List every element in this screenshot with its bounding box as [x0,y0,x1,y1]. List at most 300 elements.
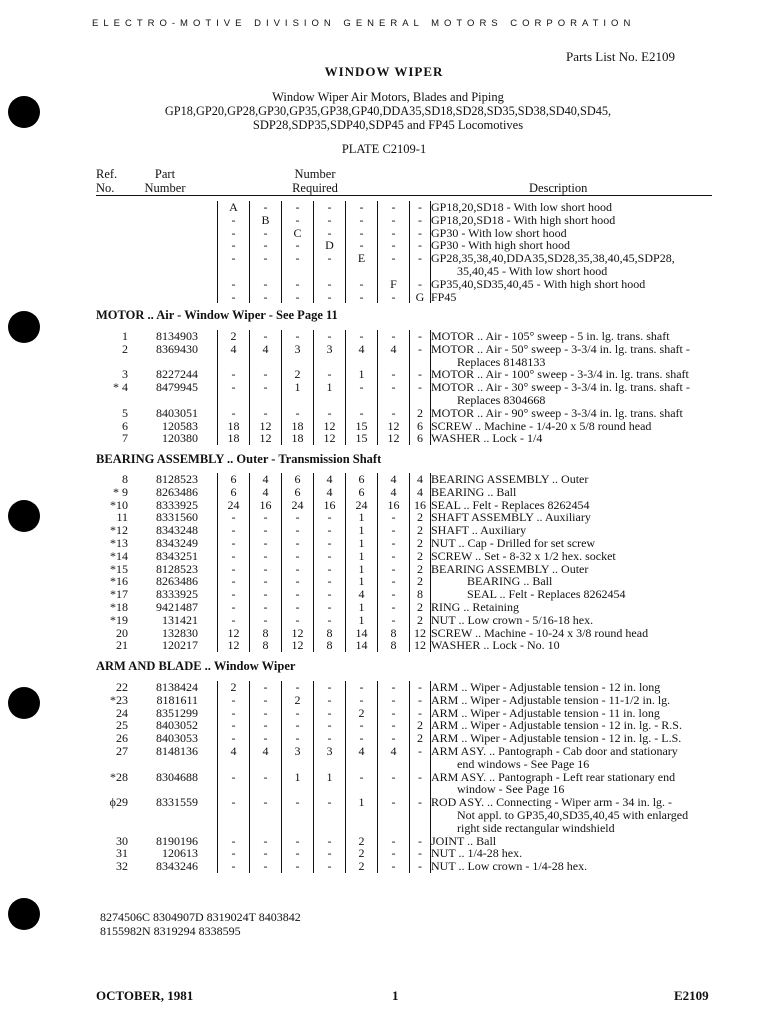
part-number: 8190196 [156,833,198,848]
quantity-cell: - [410,796,431,809]
quantity-cell: - [314,588,346,601]
quantity-cell: 24 [218,499,250,512]
section-title-motor: MOTOR .. Air - Window Wiper - See Page 11 [96,308,338,322]
quantity-cell: 2 [346,707,378,720]
quantity-cell: - [250,614,282,627]
quantity-cell: - [410,707,431,720]
part-number: 120583 [162,418,198,433]
subtitle-line-2: GP18,GP20,GP28,GP30,GP35,GP38,GP40,DDA35,SD18,SD28,SD35,SD38,SD40,SD45, [164,104,612,118]
quantity-cell: - [314,524,346,537]
quantity-cell: - [378,537,410,550]
quantity-cell [378,394,410,407]
quantity-cell: - [314,732,346,745]
quantity-cell: - [250,732,282,745]
company-header: ELECTRO-MOTIVE DIVISION GENERAL MOTORS CORPORATION [92,18,636,29]
quantity-cell: - [282,511,314,524]
part-row [96,381,690,394]
quantity-cell: - [218,563,250,576]
quantity-cell: - [218,575,250,588]
quantity-cell: 12 [378,420,410,433]
quantity-cell [218,809,250,822]
spacer [198,252,218,265]
spacer [198,473,218,486]
quantity-cell [378,809,410,822]
punch-hole [8,687,40,719]
quantity-cell: - [250,227,282,240]
quantity-cell: - [314,601,346,614]
subtitle-line-1: Window Wiper Air Motors, Blades and Piping [272,90,504,104]
quantity-cell: 6 [410,432,431,445]
part-row [96,771,688,784]
note-line: 8274506C 8304907D 8319024T 8403842 [100,910,301,924]
description-cell: ROD ASY. .. Connecting - Wiper arm - 34 in. lg. - [431,795,673,810]
quantity-cell [282,394,314,407]
part-row [96,432,690,445]
quantity-cell: - [218,719,250,732]
part-number [128,291,198,304]
quantity-cell: - [378,407,410,420]
part-row [96,745,688,758]
quantity-cell: 16 [410,499,431,512]
quantity-cell: 1 [346,550,378,563]
part-row [96,809,688,822]
spacer [198,343,218,356]
quantity-cell: - [314,614,346,627]
quantity-cell: - [218,291,250,304]
description-cell: Replaces 8304668 [457,392,546,407]
part-number: 8263486 [156,484,198,499]
ref-number: 20 [116,625,128,640]
quantity-cell: - [282,330,314,343]
quantity-cell [218,265,250,278]
quantity-cell: - [346,681,378,694]
part-number: 8479945 [156,380,198,395]
ref-number: *15 [110,561,128,576]
part-number [128,252,198,265]
ref-number: 30 [116,833,128,848]
quantity-cell: 2 [218,330,250,343]
spacer [198,758,218,771]
spacer [198,771,218,784]
quantity-cell: - [410,381,431,394]
spacer [198,368,218,381]
quantity-cell: - [378,550,410,563]
quantity-cell: 4 [410,473,431,486]
quantity-cell: - [282,835,314,848]
description-cell: GP18,20,SD18 - With high short hood [431,212,616,227]
description-cell: GP30 - With low short hood [431,225,567,240]
description-cell: WASHER .. Lock - No. 10 [431,638,560,653]
part-number: 8343249 [156,535,198,550]
quantity-cell: A [218,201,250,214]
spacer [198,278,218,291]
quantity-cell: 4 [250,486,282,499]
quantity-cell: - [378,694,410,707]
quantity-cell: - [314,252,346,265]
quantity-cell: 2 [410,537,431,550]
spacer [198,860,218,873]
part-number [128,278,198,291]
description-cell: MOTOR .. Air - 30° sweep - 3-3/4 in. lg. trans. shaft - [431,380,690,395]
ref-number [96,201,128,214]
quantity-cell: 1 [314,381,346,394]
quantity-cell: 2 [410,732,431,745]
part-number: 8128523 [156,472,198,486]
description-cell: SHAFT ASSEMBLY .. Auxiliary [431,510,591,525]
quantity-cell: - [346,407,378,420]
description-cell: Replaces 8148133 [457,354,546,369]
spacer [198,499,218,512]
quantity-cell: E [346,252,378,265]
description-cell: SEAL .. Felt - Replaces 8262454 [431,497,590,512]
ref-number: * 9 [113,484,128,499]
spacer [198,614,218,627]
ref-number: 7 [122,431,128,446]
quantity-cell: - [378,835,410,848]
quantity-cell: - [250,771,282,784]
quantity-cell: 1 [282,381,314,394]
spacer [198,681,218,694]
part-row [96,486,648,499]
quantity-cell: - [314,537,346,550]
quantity-cell: 2 [346,860,378,873]
ref-number [96,278,128,291]
change-notes [100,910,301,938]
quantity-cell [250,822,282,835]
description-cell: ARM ASY. .. Pantograph - Left rear stationary end [431,769,676,784]
spacer [198,394,218,407]
part-row [96,550,648,563]
ref-number: 24 [116,705,128,720]
quantity-cell: - [410,239,431,252]
quantity-cell: 3 [282,745,314,758]
part-number [128,265,198,278]
quantity-cell: - [346,227,378,240]
part-number: 8304688 [156,769,198,784]
quantity-cell: - [282,719,314,732]
part-row [96,537,648,550]
spacer [198,575,218,588]
quantity-cell: C [282,227,314,240]
quantity-cell: - [250,707,282,720]
ref-number: 22 [116,680,128,694]
quantity-cell: - [410,214,431,227]
description-cell: NUT .. Low crown - 1/4-28 hex. [431,859,588,874]
spacer [198,707,218,720]
description-cell: SCREW .. Machine - 1/4-20 x 5/8 round head [431,418,652,433]
part-number: 8138424 [156,680,198,694]
quantity-cell: 6 [410,420,431,433]
spacer [198,407,218,420]
part-row [96,394,690,407]
spacer [198,239,218,252]
spacer [198,265,218,278]
quantity-cell: 2 [410,511,431,524]
quantity-cell: - [282,732,314,745]
quantity-cell: - [218,796,250,809]
quantity-cell: 12 [282,627,314,640]
ref-number: *14 [110,548,128,563]
quantity-cell: - [218,278,250,291]
part-heading-line1: Part [154,167,176,181]
description-cell: GP18,20,SD18 - With low short hood [431,200,612,214]
quantity-cell: - [314,291,346,304]
quantity-cell: - [378,239,410,252]
quantity-cell: - [250,847,282,860]
part-row [96,758,688,771]
section-table-arm [96,681,688,873]
quantity-cell: - [218,614,250,627]
quantity-cell: 24 [346,499,378,512]
quantity-cell: - [250,239,282,252]
part-number [128,394,198,407]
quantity-cell: - [410,771,431,784]
spacer [198,486,218,499]
description-cell: SEAL .. Felt - Replaces 8262454 [467,587,626,602]
quantity-cell: - [250,588,282,601]
ref-number: 6 [122,418,128,433]
part-number [128,227,198,240]
quantity-cell: 8 [378,639,410,652]
quantity-cell: 12 [410,639,431,652]
part-number [128,809,198,822]
description-cell: window - See Page 16 [457,782,565,797]
quantity-cell [250,809,282,822]
ref-number [96,394,128,407]
quantity-cell: 6 [218,486,250,499]
quantity-cell: - [282,847,314,860]
footer-code: E2109 [674,988,709,1003]
spacer [198,796,218,809]
quantity-cell: - [314,847,346,860]
ref-number: *12 [110,523,128,538]
quantity-cell: - [378,796,410,809]
quantity-cell: - [314,575,346,588]
quantity-cell: 2 [218,681,250,694]
quantity-cell: 18 [218,420,250,433]
ref-number [96,239,128,252]
quantity-cell: 12 [250,420,282,433]
part-number: 120217 [162,638,198,653]
description-cell: end windows - See Page 16 [457,756,590,771]
quantity-cell: - [346,214,378,227]
ref-number: 31 [116,846,128,861]
spacer [198,847,218,860]
heading-rule [96,195,712,196]
spacer [198,550,218,563]
subtitle-line-3: SDP28,SDP35,SDP40,SDP45 and FP45 Locomotives [252,118,524,132]
model-key-row [96,201,675,214]
quantity-cell: 4 [346,745,378,758]
ref-number [96,822,128,835]
spacer [198,291,218,304]
quantity-cell: 4 [346,343,378,356]
ref-heading-line1: Ref. [96,167,118,181]
ref-number: 11 [116,510,128,525]
part-row [96,343,690,356]
quantity-cell [346,758,378,771]
quantity-cell: 1 [282,771,314,784]
part-row [96,407,690,420]
quantity-cell: 1 [346,796,378,809]
quantity-cell: - [378,707,410,720]
quantity-cell [410,809,431,822]
part-row [96,473,648,486]
quantity-cell: - [346,732,378,745]
part-number: 120380 [162,431,198,446]
quantity-cell: - [378,614,410,627]
quantity-cell: 15 [346,432,378,445]
quantity-cell: 2 [346,835,378,848]
quantity-cell: - [314,835,346,848]
ref-number: 27 [116,743,128,758]
quantity-cell: - [282,563,314,576]
part-number: 8403053 [156,731,198,746]
quantity-cell: - [218,227,250,240]
quantity-cell: - [218,524,250,537]
description-cell: BEARING ASSEMBLY .. Outer [431,561,589,576]
quantity-cell [410,822,431,835]
spacer [198,420,218,433]
spacer [198,822,218,835]
quantity-cell: 12 [218,627,250,640]
footer-date: OCTOBER, 1981 [96,988,194,1003]
quantity-cell [282,758,314,771]
quantity-cell: - [218,239,250,252]
description-cell: BEARING .. Ball [431,484,517,499]
quantity-cell: - [314,278,346,291]
part-number: 8263486 [156,574,198,589]
quantity-cell: - [218,601,250,614]
quantity-cell: - [282,796,314,809]
quantity-cell: - [218,381,250,394]
description-cell: GP35,40,SD35,40,45 - With high short hood [431,276,646,291]
quantity-cell: - [314,707,346,720]
quantity-cell: 2 [410,601,431,614]
quantity-cell: 12 [282,639,314,652]
quantity-cell: 18 [282,420,314,433]
quantity-cell: B [250,214,282,227]
spacer [198,511,218,524]
footer-page-number: 1 [392,988,399,1003]
quantity-cell: 1 [346,524,378,537]
quantity-cell: - [314,227,346,240]
quantity-cell: 6 [218,473,250,486]
quantity-cell: 14 [346,639,378,652]
numreq-heading-line2: Required [292,181,338,195]
quantity-cell: 6 [346,486,378,499]
quantity-cell: 4 [314,486,346,499]
page-title: WINDOW WIPER [324,64,444,79]
quantity-cell: - [218,835,250,848]
part-number: 8343251 [156,548,198,563]
quantity-cell: - [378,252,410,265]
quantity-cell: - [410,847,431,860]
quantity-cell: - [410,330,431,343]
punch-hole [8,500,40,532]
spacer [198,694,218,707]
quantity-cell: - [378,719,410,732]
quantity-cell: - [250,368,282,381]
part-row [96,639,648,652]
quantity-cell: - [378,847,410,860]
description-cell: ARM .. Wiper - Adjustable tension - 12 in. long [431,680,661,694]
section-title-bearing: BEARING ASSEMBLY .. Outer - Transmission Shaft [96,452,382,466]
ref-number [96,214,128,227]
quantity-cell: - [250,278,282,291]
quantity-cell: - [378,511,410,524]
ref-number: *17 [110,587,128,602]
part-number: 8128523 [156,561,198,576]
part-heading-line2: Number [144,181,186,195]
quantity-cell: 16 [250,499,282,512]
part-number: 8331559 [156,795,198,810]
quantity-cell: - [282,614,314,627]
spacer [198,809,218,822]
quantity-cell: - [282,860,314,873]
quantity-cell: - [282,524,314,537]
quantity-cell: F [378,278,410,291]
quantity-cell: 2 [410,524,431,537]
quantity-cell: - [282,278,314,291]
description-cell: MOTOR .. Air - 90° sweep - 3-3/4 in. lg. trans. shaft [431,405,683,420]
quantity-cell: - [218,511,250,524]
model-key-row [96,227,675,240]
quantity-cell: 12 [218,639,250,652]
quantity-cell: - [282,707,314,720]
quantity-cell [282,265,314,278]
quantity-cell [282,809,314,822]
quantity-cell: 8 [314,639,346,652]
quantity-cell: - [410,368,431,381]
quantity-cell [314,758,346,771]
description-cell: 35,40,45 - With low short hood [457,263,608,278]
quantity-cell: 4 [250,745,282,758]
part-number-heading [140,167,190,195]
quantity-cell: 12 [410,627,431,640]
ref-number: *28 [110,769,128,784]
quantity-cell: - [314,214,346,227]
description-cell: ARM .. Wiper - Adjustable tension - 11-1/2 in. lg. [431,692,671,707]
description-cell: ARM .. Wiper - Adjustable tension - 12 in. lg. - R.S. [431,718,682,733]
quantity-cell: - [282,291,314,304]
quantity-cell [378,758,410,771]
quantity-cell: 18 [282,432,314,445]
description-cell: GP28,35,38,40,DDA35,SD28,35,38,40,45,SDP28, [431,251,675,266]
quantity-cell: 16 [314,499,346,512]
quantity-cell: - [282,537,314,550]
quantity-cell: - [410,860,431,873]
quantity-cell: - [378,732,410,745]
quantity-cell: - [346,278,378,291]
quantity-cell: 4 [314,473,346,486]
part-number [128,822,198,835]
quantity-cell: - [218,860,250,873]
quantity-cell: 12 [378,432,410,445]
quantity-cell: - [378,368,410,381]
description-cell: MOTOR .. Air - 50° sweep - 3-3/4 in. lg. trans. shaft - [431,341,690,356]
spacer [198,330,218,343]
quantity-cell: 2 [282,368,314,381]
part-number: 120613 [162,846,198,861]
model-key-row [96,278,675,291]
quantity-cell: - [378,563,410,576]
description-cell: right side rectangular windshield [457,820,615,835]
quantity-cell: - [218,252,250,265]
description-cell: Not appl. to GP35,40,SD35,40,45 with enlarged [457,807,689,822]
part-number [128,214,198,227]
quantity-cell: - [378,330,410,343]
